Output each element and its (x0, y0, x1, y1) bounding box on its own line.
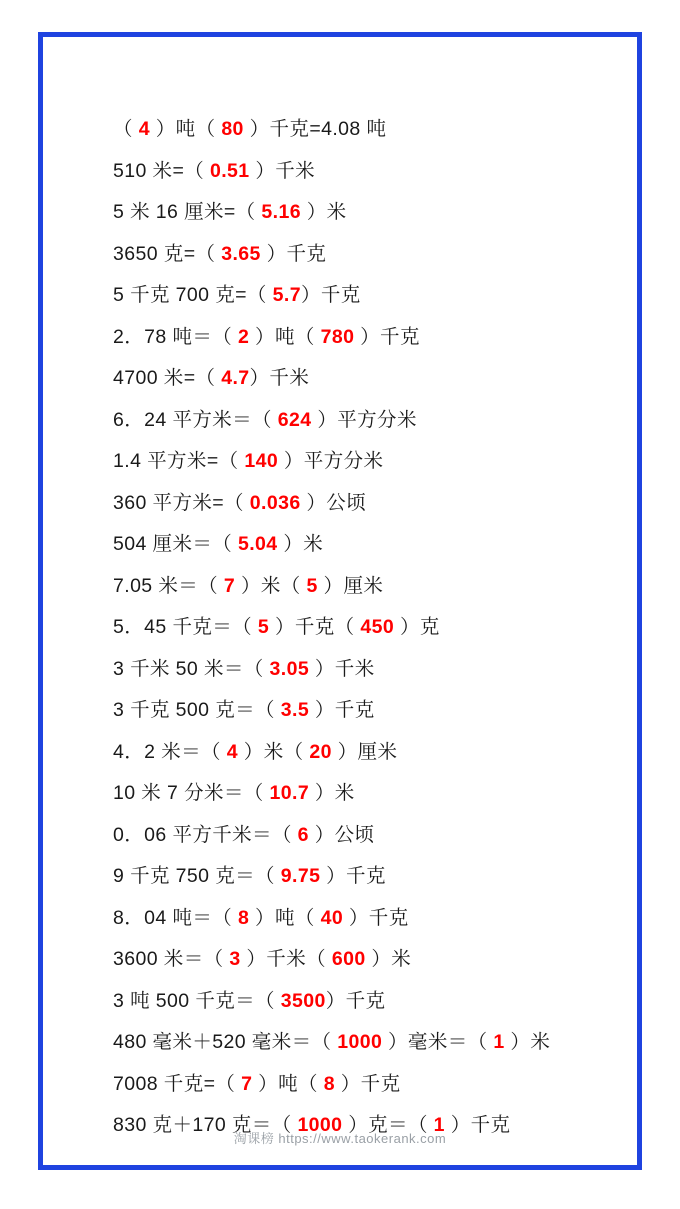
question-text: 10 米 7 分米＝（ (113, 782, 270, 804)
answer-value: 5 (257, 616, 270, 638)
exercise-line (113, 1064, 673, 1106)
exercise-line (113, 566, 673, 608)
question-text: ）平方分米 (278, 450, 384, 472)
watermark (0, 1128, 680, 1147)
question-text: ）公顷 (300, 491, 367, 514)
answer-value: 5.7 (272, 284, 301, 306)
question-text: ）毫米＝（ (382, 1031, 494, 1053)
question-text: ）米（ (235, 574, 307, 597)
exercise-line (113, 275, 673, 317)
exercise-line (113, 524, 673, 566)
question-text: ）千克（ (269, 616, 361, 638)
answer-value: 4 (138, 118, 150, 140)
question-text: ）千米（ (240, 948, 332, 970)
question-text: 4．2 米＝（ (113, 740, 227, 763)
question-text: ）吨（ (252, 1072, 324, 1095)
question-text: ）厘米 (317, 574, 384, 597)
question-text: 5 千克 700 克=（ (113, 284, 273, 306)
answer-value: 20 (309, 740, 332, 763)
question-text: 9 千克 750 克＝（ (113, 865, 281, 887)
question-text: 7.05 米＝（ (113, 574, 224, 597)
question-text: ）厘米 (331, 740, 398, 763)
question-text: 0．06 平方千米＝（ (113, 823, 298, 846)
answer-value: 9.75 (280, 865, 321, 887)
exercise-line (113, 483, 673, 525)
question-text: ）千克 (334, 1072, 401, 1095)
answer-value: 8 (237, 906, 250, 929)
answer-value: 10.7 (269, 782, 310, 804)
question-text: ）千克=4.08 吨 (243, 118, 387, 140)
question-text: ）千米 (309, 657, 375, 680)
question-text: 3 千米 50 米＝（ (113, 657, 270, 680)
answer-value: 600 (331, 948, 366, 970)
question-text: ）千克 (320, 865, 386, 887)
question-text: ）米 (309, 782, 355, 804)
answer-value: 3.05 (269, 657, 310, 680)
question-text: ）千克 (325, 989, 386, 1012)
question-text: ）米 (365, 948, 412, 970)
exercise-line (113, 607, 673, 649)
question-text: ）吨（ (249, 325, 321, 348)
exercise-line (113, 400, 673, 442)
question-text: ）公顷 (308, 823, 375, 846)
question-text: 2．78 吨＝（ (113, 325, 238, 348)
exercise-line (113, 151, 673, 193)
question-text: ）千克 (444, 1114, 511, 1136)
answer-value: 5.04 (237, 533, 278, 555)
answer-value: 0.51 (209, 159, 250, 182)
exercise-line (113, 1022, 673, 1064)
answer-value: 7 (241, 1072, 253, 1095)
exercise-line (113, 109, 673, 151)
answer-value: 3.5 (280, 699, 310, 721)
exercise-line (113, 773, 673, 815)
exercise-line (113, 939, 673, 981)
answer-value: 450 (360, 616, 395, 638)
answer-value: 0.036 (249, 491, 301, 514)
question-text: ）吨（ (249, 906, 321, 929)
answer-value: 1 (493, 1031, 505, 1053)
exercise-line (113, 898, 673, 940)
question-text: （ (113, 118, 139, 140)
question-text: 4700 米=（ (113, 367, 222, 389)
exercise-line (113, 192, 673, 234)
question-text: 1.4 平方米=（ (113, 450, 245, 472)
answer-value: 3.65 (221, 242, 261, 265)
question-text: ）克＝（ (342, 1114, 434, 1136)
exercise-line (113, 234, 673, 276)
question-text: ）千克 (300, 284, 361, 306)
question-text: 360 平方米=（ (113, 491, 250, 514)
answer-value: 1 (433, 1114, 445, 1136)
answer-value: 624 (277, 408, 312, 431)
question-text: 3 千克 500 克＝（ (113, 699, 281, 721)
answer-value: 2 (237, 325, 250, 348)
question-text: 5 米 16 厘米=（ (113, 201, 262, 223)
answer-value: 40 (320, 906, 344, 929)
question-text: ）米 (300, 201, 347, 223)
answer-value: 780 (320, 325, 355, 348)
question-text: 830 克＋170 克＝（ (113, 1114, 298, 1136)
exercise-line (113, 441, 673, 483)
exercise-line (113, 815, 673, 857)
answer-value: 3 (229, 948, 241, 970)
answer-value: 1000 (297, 1114, 343, 1136)
answer-value: 6 (297, 823, 309, 846)
question-text: ）克 (394, 616, 440, 638)
worksheet-border (38, 32, 642, 1170)
question-text: ）千克 (260, 242, 327, 265)
question-text: 3650 克=（ (113, 242, 222, 265)
question-text: ）千克 (343, 906, 409, 929)
exercise-line (113, 981, 673, 1023)
answer-value: 1000 (337, 1031, 383, 1053)
question-text: ）米 (504, 1031, 551, 1053)
question-text: ）吨（ (149, 118, 222, 140)
question-text: 5．45 千克＝（ (113, 616, 258, 638)
answer-value: 7 (223, 574, 236, 597)
question-text: 504 厘米＝（ (113, 533, 238, 555)
answer-value: 8 (323, 1072, 335, 1095)
exercise-line (113, 317, 673, 359)
exercise-line (113, 856, 673, 898)
answer-value: 5.16 (261, 201, 301, 223)
question-text: 480 毫米＋520 毫米＝（ (113, 1031, 338, 1053)
question-text: 6．24 平方米＝（ (113, 408, 278, 431)
question-text: ）千米 (249, 367, 310, 389)
question-text: 3 吨 500 千克＝（ (113, 989, 281, 1012)
exercise-line (113, 690, 673, 732)
question-text: 7008 千克=（ (113, 1072, 242, 1095)
answer-value: 140 (244, 450, 279, 472)
question-text: ）千克 (309, 699, 375, 721)
question-text: ）米 (277, 533, 324, 555)
answer-value: 4.7 (221, 367, 250, 389)
question-text: 8．04 吨＝（ (113, 906, 238, 929)
answer-value: 5 (306, 574, 318, 597)
exercise-line (113, 358, 673, 400)
question-text: ）千克 (354, 325, 420, 348)
question-text: 510 米=（ (113, 159, 210, 182)
exercise-line (113, 649, 673, 691)
answer-value: 80 (221, 118, 244, 140)
exercise-line (113, 732, 673, 774)
watermark-text: 淘课榜 https://www.taokerank.com (233, 1131, 447, 1146)
question-text: ）米（ (237, 740, 310, 763)
exercise-list (113, 109, 673, 1147)
answer-value: 3500 (280, 989, 326, 1012)
question-text: ）千米 (249, 159, 316, 182)
question-text: ）平方分米 (311, 408, 417, 431)
answer-value: 4 (226, 740, 238, 763)
question-text: 3600 米＝（ (113, 948, 230, 970)
